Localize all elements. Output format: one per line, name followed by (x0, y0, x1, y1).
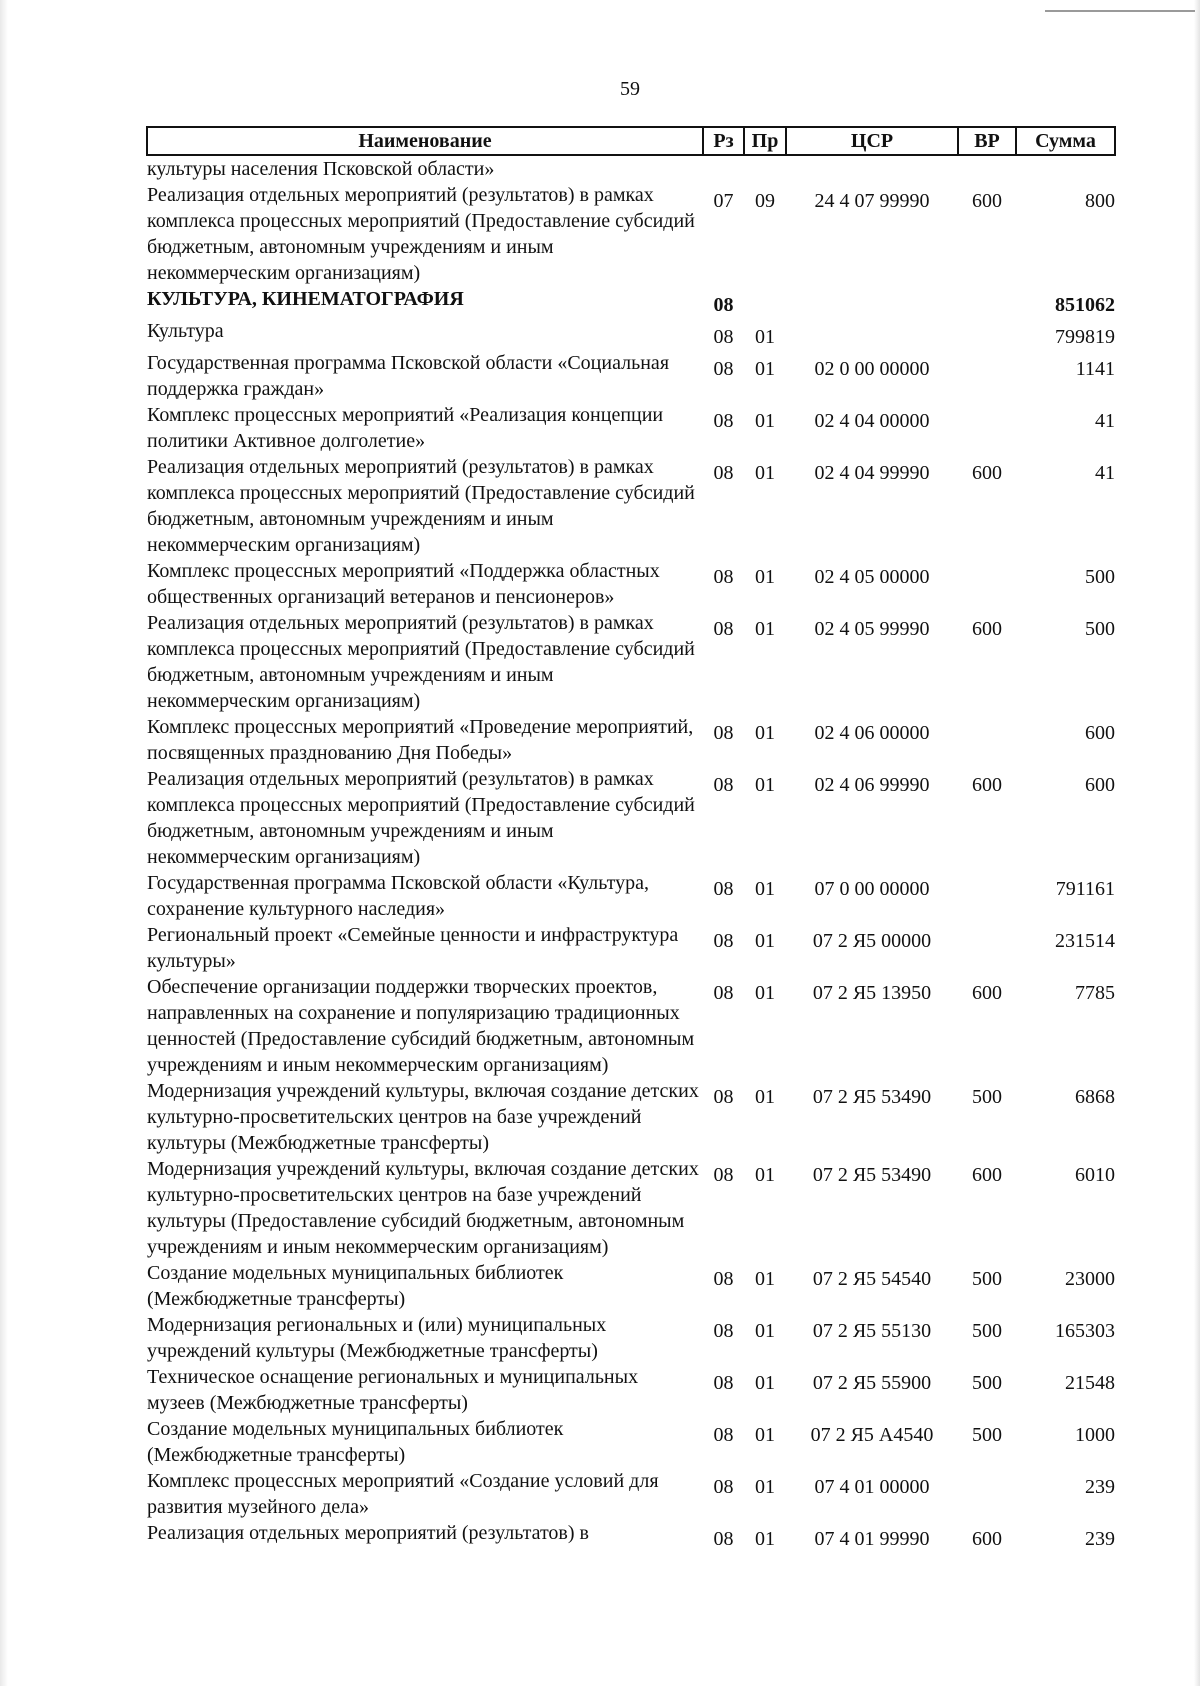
cell-sum: 239 (1085, 1528, 1115, 1550)
table-row (147, 286, 1115, 318)
cell-rz: 08 (713, 410, 734, 432)
cell-csr: 07 2 Я5 54540 (812, 1268, 932, 1290)
cell-vr: 600 (972, 774, 1002, 796)
cell-pr: 09 (755, 190, 775, 212)
table-row (147, 182, 1115, 286)
cell-rz: 08 (713, 1476, 734, 1498)
header-vr: ВР (958, 127, 1016, 155)
cell-pr: 01 (755, 1086, 775, 1108)
table-row (147, 922, 1115, 974)
cell-rz: 08 (713, 982, 734, 1004)
cell-rz (703, 155, 744, 182)
cell-csr: 02 4 06 99990 (814, 774, 930, 796)
table-row (147, 402, 1115, 454)
table-body (147, 155, 1115, 1552)
cell-sum: 851062 (1055, 294, 1115, 316)
table-row (147, 974, 1115, 1078)
cell-name: Комплекс процессных мероприятий «Поддержка областных общественных организаций ветеранов и пенсионеров» (147, 560, 660, 608)
cell-vr: 500 (972, 1086, 1002, 1108)
cell-name: Реализация отдельных мероприятий (результатов) в рамках комплекса процессных мероприятий (Предоставление субсидий бюджетным, автономным учреждениям и иным некоммерческим организациям) (147, 768, 695, 868)
cell-pr: 01 (755, 358, 775, 380)
cell-pr: 01 (755, 1372, 775, 1394)
cell-pr (744, 286, 786, 318)
table-row (147, 1364, 1115, 1416)
cell-rz: 08 (713, 1086, 734, 1108)
cell-sum: 600 (1085, 774, 1115, 796)
header-csr: ЦСР (786, 127, 958, 155)
budget-table (146, 126, 1116, 1552)
cell-sum: 23000 (1065, 1268, 1115, 1290)
cell-rz: 08 (713, 774, 734, 796)
cell-pr: 01 (755, 618, 775, 640)
cell-vr (958, 558, 1016, 610)
cell-name: Комплекс процессных мероприятий «Реализация концепции политики Активное долголетие» (147, 404, 664, 452)
cell-csr: 07 2 Я5 55130 (812, 1320, 932, 1342)
cell-pr: 01 (755, 326, 775, 348)
cell-rz: 08 (713, 1268, 734, 1290)
cell-sum: 21548 (1065, 1372, 1115, 1394)
cell-vr: 500 (972, 1424, 1002, 1446)
cell-sum: 239 (1085, 1476, 1115, 1498)
cell-pr: 01 (755, 566, 775, 588)
cell-sum: 165303 (1055, 1320, 1115, 1342)
table-row (147, 1520, 1115, 1552)
cell-rz: 08 (713, 294, 734, 316)
cell-name: Государственная программа Псковской области «Культура, сохранение культурного наследия» (147, 872, 649, 920)
cell-vr (958, 1468, 1016, 1520)
cell-csr: 02 0 00 00000 (814, 358, 930, 380)
cell-csr: 24 4 07 99990 (814, 190, 930, 212)
scan-edge-left (0, 0, 8, 1686)
cell-rz: 08 (713, 722, 734, 744)
cell-name: Комплекс процессных мероприятий «Проведение мероприятий, посвященных празднованию Дня Победы» (147, 716, 694, 764)
cell-sum: 41 (1095, 410, 1115, 432)
cell-rz: 08 (713, 1424, 734, 1446)
cell-name: Создание модельных муниципальных библиотек (Межбюджетные трансферты) (147, 1418, 564, 1466)
cell-pr: 01 (755, 878, 775, 900)
cell-vr: 600 (972, 462, 1002, 484)
cell-pr: 01 (755, 722, 775, 744)
cell-csr: 07 2 Я5 А4540 (810, 1424, 934, 1446)
cell-csr: 07 4 01 00000 (814, 1476, 930, 1498)
cell-pr (744, 155, 786, 182)
cell-pr: 01 (755, 1424, 775, 1446)
cell-csr: 02 4 05 00000 (814, 566, 930, 588)
cell-name: КУЛЬТУРА, КИНЕМАТОГРАФИЯ (147, 288, 464, 310)
cell-rz: 08 (713, 462, 734, 484)
cell-sum: 1141 (1075, 358, 1115, 380)
cell-csr (786, 286, 958, 318)
table-header (147, 127, 1115, 155)
cell-name: Реализация отдельных мероприятий (результатов) в рамках комплекса процессных мероприятий (Предоставление субсидий бюджетным, автономным учреждениям и иным некоммерческим организациям) (147, 612, 695, 712)
cell-rz: 08 (713, 1528, 734, 1550)
cell-vr: 500 (972, 1320, 1002, 1342)
header-rz: Рз (703, 127, 744, 155)
header-row (147, 127, 1115, 155)
table-row (147, 155, 1115, 182)
top-rule (1045, 10, 1195, 12)
cell-name: культуры населения Псковской области» (147, 158, 495, 180)
cell-csr: 07 2 Я5 53490 (812, 1164, 932, 1186)
cell-pr: 01 (755, 774, 775, 796)
cell-name: Культура (147, 320, 224, 342)
cell-sum: 1000 (1075, 1424, 1115, 1446)
cell-rz: 08 (713, 1164, 734, 1186)
cell-sum: 800 (1085, 190, 1115, 212)
cell-sum: 799819 (1055, 326, 1115, 348)
table-row (147, 1260, 1115, 1312)
cell-rz: 08 (713, 326, 734, 348)
table-row (147, 558, 1115, 610)
cell-rz: 08 (713, 1320, 734, 1342)
cell-vr: 600 (972, 982, 1002, 1004)
cell-rz: 08 (713, 878, 734, 900)
cell-csr: 02 4 04 00000 (814, 410, 930, 432)
header-sum: Сумма (1016, 127, 1115, 155)
cell-vr: 500 (972, 1268, 1002, 1290)
cell-sum: 41 (1095, 462, 1115, 484)
table-row (147, 454, 1115, 558)
table-row (147, 870, 1115, 922)
cell-sum: 500 (1085, 618, 1115, 640)
cell-name: Техническое оснащение региональных и муниципальных музеев (Межбюджетные трансферты) (147, 1366, 639, 1414)
cell-name: Модернизация региональных и (или) муниципальных учреждений культуры (Межбюджетные трансферты) (147, 1314, 607, 1362)
cell-rz: 08 (713, 358, 734, 380)
cell-pr: 01 (755, 462, 775, 484)
table-row (147, 766, 1115, 870)
table-row (147, 318, 1115, 350)
scan-edge-right (1194, 0, 1200, 1686)
cell-csr (786, 155, 958, 182)
cell-sum (1016, 155, 1115, 182)
cell-vr (958, 922, 1016, 974)
cell-sum: 791161 (1055, 878, 1115, 900)
header-pr: Пр (744, 127, 786, 155)
cell-vr (958, 402, 1016, 454)
cell-csr: 07 0 00 00000 (814, 878, 930, 900)
cell-rz: 08 (713, 618, 734, 640)
cell-sum: 231514 (1055, 930, 1115, 952)
cell-name: Региональный проект «Семейные ценности и инфраструктура культуры» (147, 924, 679, 972)
cell-name: Реализация отдельных мероприятий (результатов) в рамках комплекса процессных мероприятий (Предоставление субсидий бюджетным, автономным учреждениям и иным некоммерческим организациям) (147, 456, 695, 556)
cell-vr (958, 286, 1016, 318)
cell-vr: 600 (972, 1164, 1002, 1186)
cell-vr: 600 (972, 190, 1002, 212)
cell-rz: 08 (713, 566, 734, 588)
cell-vr (958, 714, 1016, 766)
cell-vr (958, 318, 1016, 350)
cell-name: Государственная программа Псковской области «Социальная поддержка граждан» (147, 352, 670, 400)
cell-csr: 07 2 Я5 53490 (812, 1086, 932, 1108)
cell-vr (958, 870, 1016, 922)
cell-pr: 01 (755, 1476, 775, 1498)
cell-vr: 600 (972, 618, 1002, 640)
cell-pr: 01 (755, 1164, 775, 1186)
cell-vr (958, 155, 1016, 182)
cell-pr: 01 (755, 1528, 775, 1550)
table-row (147, 1416, 1115, 1468)
cell-sum: 500 (1085, 566, 1115, 588)
table-row (147, 350, 1115, 402)
cell-name: Создание модельных муниципальных библиотек (Межбюджетные трансферты) (147, 1262, 564, 1310)
cell-pr: 01 (755, 1268, 775, 1290)
cell-csr: 02 4 06 00000 (814, 722, 930, 744)
cell-pr: 01 (755, 410, 775, 432)
cell-rz: 08 (713, 930, 734, 952)
cell-sum: 6868 (1075, 1086, 1115, 1108)
cell-csr: 02 4 05 99990 (814, 618, 930, 640)
table-row (147, 1312, 1115, 1364)
table-row (147, 714, 1115, 766)
table-row (147, 610, 1115, 714)
table-row (147, 1078, 1115, 1156)
cell-name: Модернизация учреждений культуры, включая создание детских культурно-просветительских центров на базе учреждений культуры (Межбюджетные трансферты) (147, 1080, 699, 1154)
cell-csr: 07 4 01 99990 (814, 1528, 930, 1550)
table-row (147, 1156, 1115, 1260)
cell-rz: 07 (713, 190, 734, 212)
header-name: Наименование (147, 127, 703, 155)
cell-name: Модернизация учреждений культуры, включая создание детских культурно-просветительских центров на базе учреждений культуры (Предоставление субсидий бюджетным, автономным учреждениям и иным некоммерческим организациям) (147, 1158, 699, 1258)
cell-name: Комплекс процессных мероприятий «Создание условий для развития музейного дела» (147, 1470, 659, 1518)
cell-sum: 7785 (1075, 982, 1115, 1004)
cell-csr: 02 4 04 99990 (814, 462, 930, 484)
cell-name: Реализация отдельных мероприятий (результатов) в (147, 1522, 589, 1544)
cell-csr: 07 2 Я5 00000 (812, 930, 932, 952)
cell-pr: 01 (755, 1320, 775, 1342)
cell-name: Реализация отдельных мероприятий (результатов) в рамках комплекса процессных мероприятий (Предоставление субсидий бюджетным, автономным учреждениям и иным некоммерческим организациям) (147, 184, 695, 284)
cell-name: Обеспечение организации поддержки творческих проектов, направленных на сохранение и популяризацию традиционных ценностей (Предоставление субсидий бюджетным, автономным учреждениям и иным некоммерческим организациям) (147, 976, 695, 1076)
cell-csr: 07 2 Я5 13950 (812, 982, 932, 1004)
cell-vr (958, 350, 1016, 402)
page-number: 59 (620, 78, 640, 100)
cell-csr: 07 2 Я5 55900 (812, 1372, 932, 1394)
cell-vr: 600 (972, 1528, 1002, 1550)
cell-vr: 500 (972, 1372, 1002, 1394)
cell-pr: 01 (755, 982, 775, 1004)
cell-rz: 08 (713, 1372, 734, 1394)
cell-pr: 01 (755, 930, 775, 952)
cell-sum: 600 (1085, 722, 1115, 744)
table-row (147, 1468, 1115, 1520)
cell-csr (786, 318, 958, 350)
cell-sum: 6010 (1075, 1164, 1115, 1186)
